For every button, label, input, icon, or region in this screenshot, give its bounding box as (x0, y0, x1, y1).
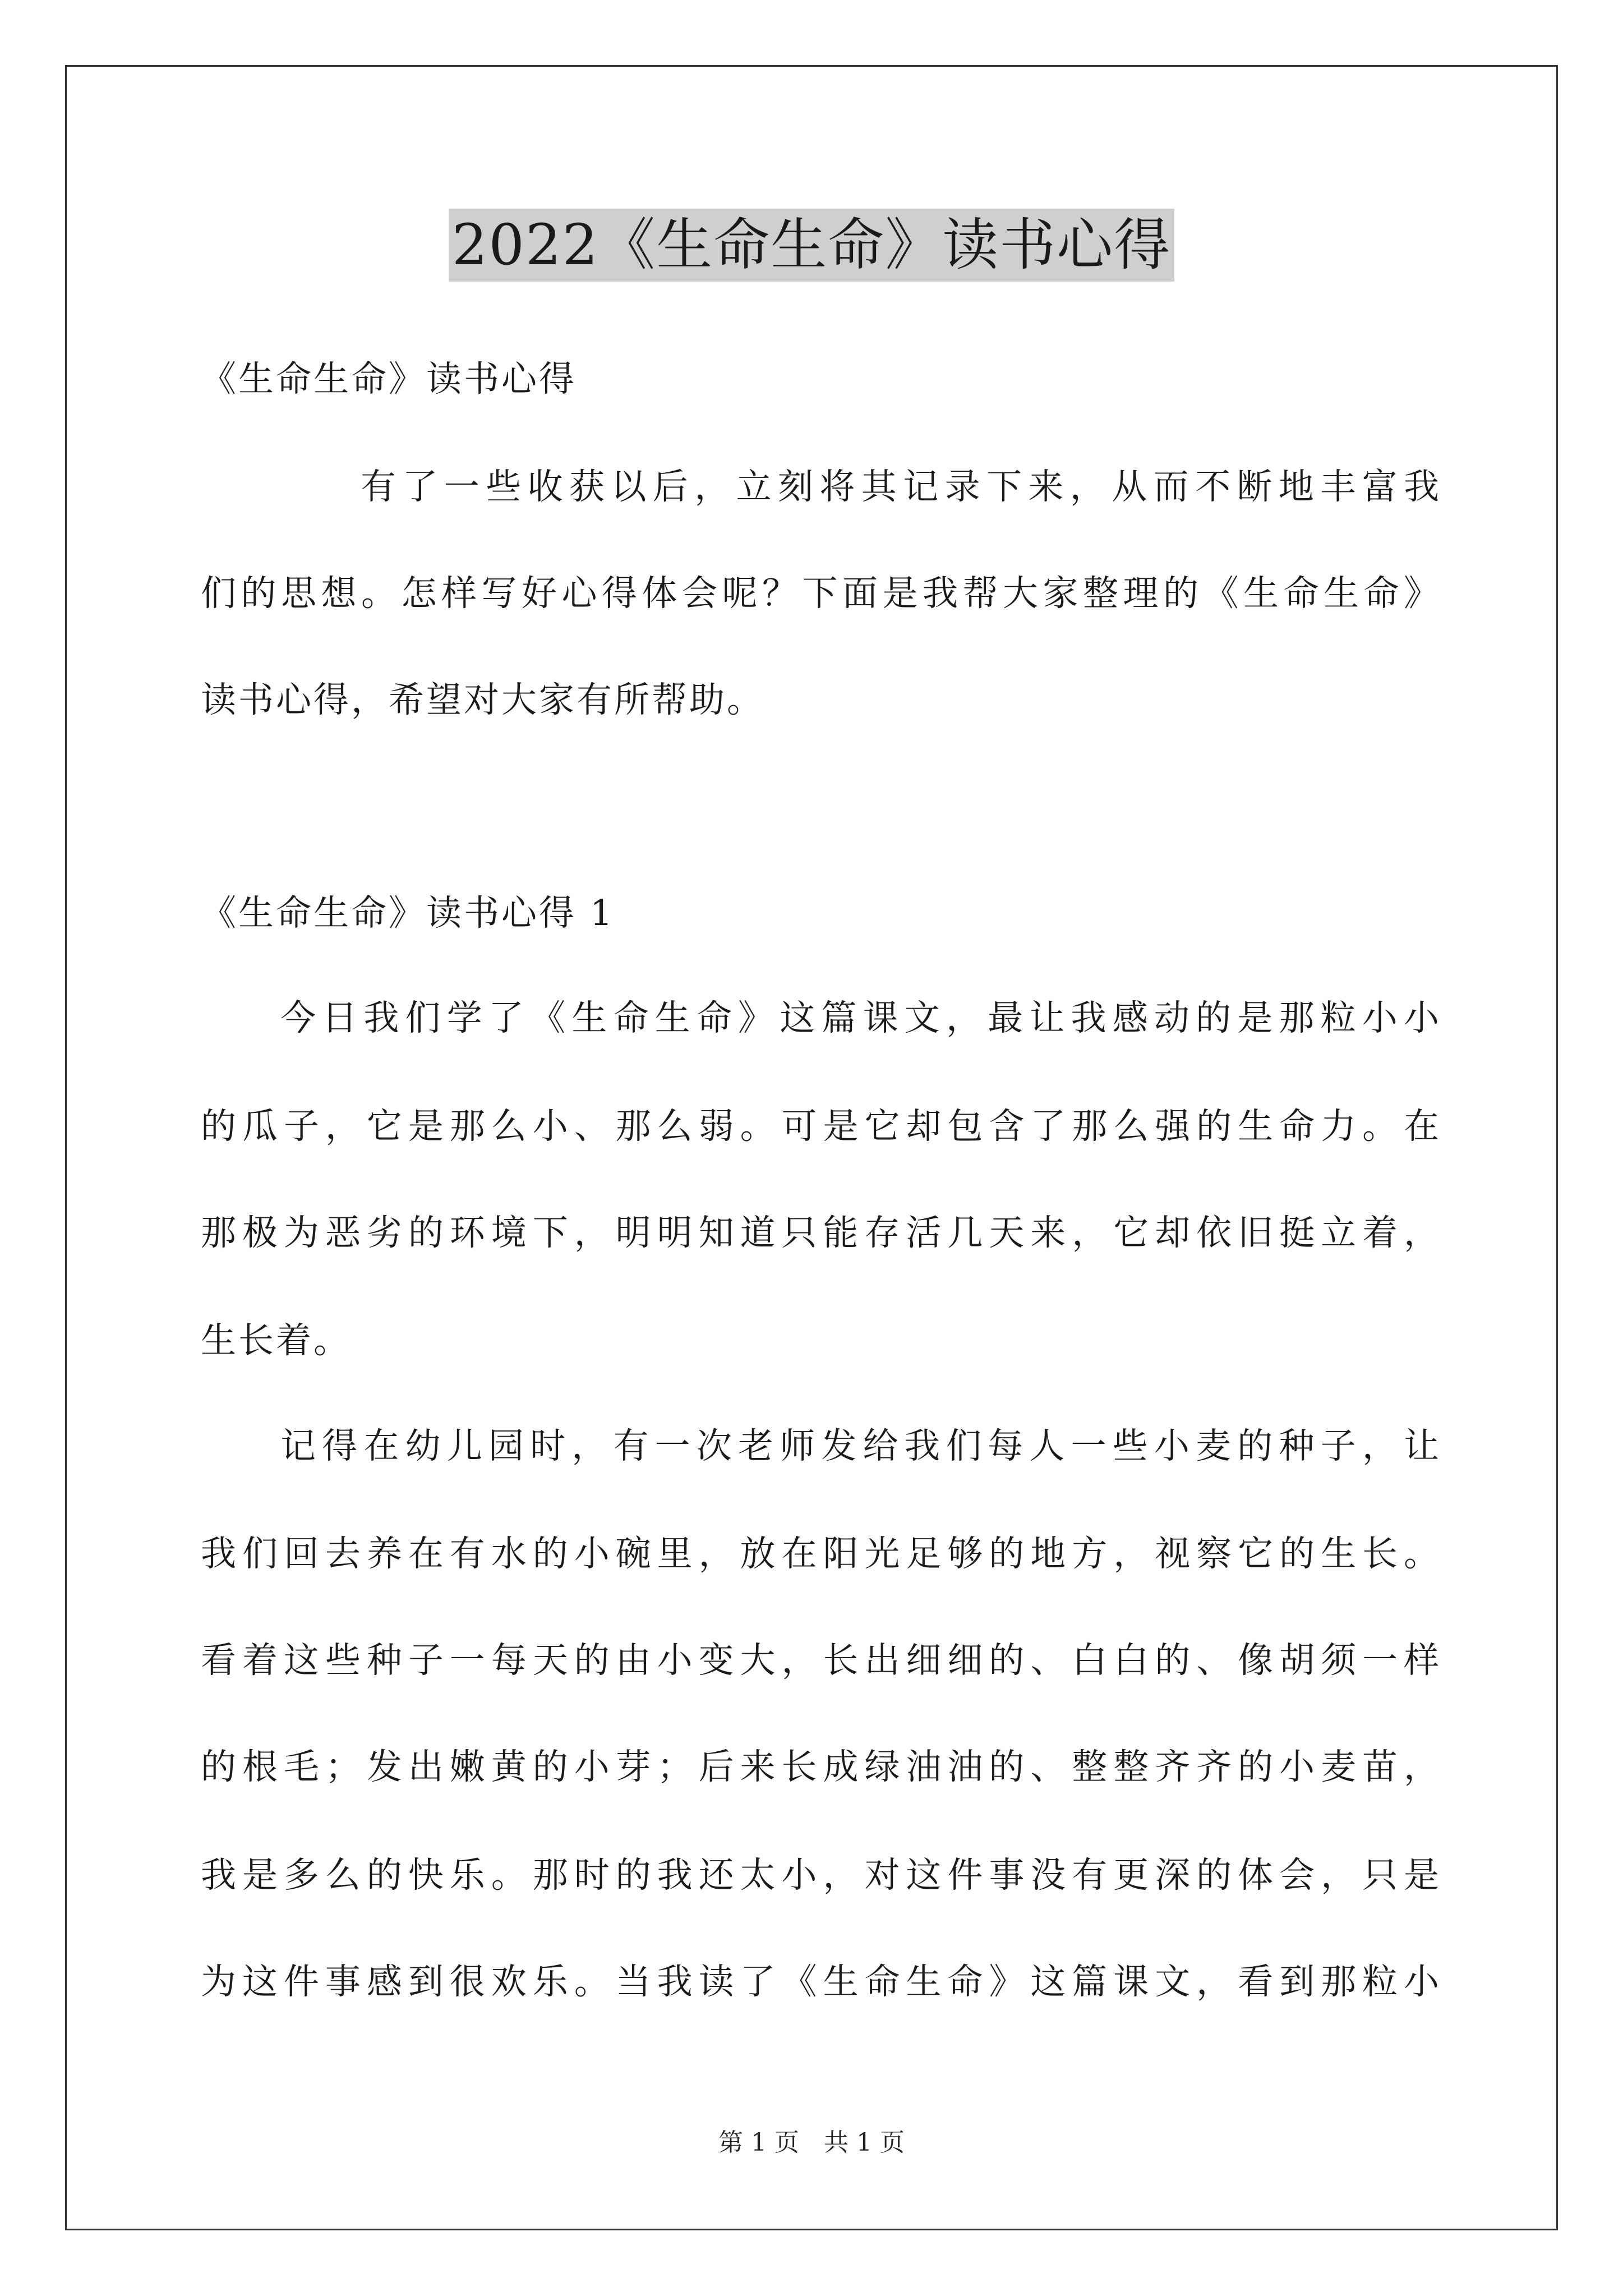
section-heading: 《生命生命》读书心得 1 (201, 892, 615, 933)
para1-line-1: 今日我们学了《生命生命》这篇课文，最让我感动的是那粒小小 (280, 997, 1441, 1038)
page-footer: 第 1 页 共 1 页 (718, 2128, 905, 2157)
para2-line-6: 为这件事感到很欢乐。当我读了《生命生命》这篇课文，看到那粒小 (201, 1961, 1441, 2002)
document-subtitle: 《生命生命》读书心得 (201, 358, 577, 399)
document-title: 2022《生命生命》读书心得 (449, 209, 1175, 282)
title-container (0, 209, 1623, 282)
para2-line-3: 看着这些种子一每天的由小变大，长出细细的、白白的、像胡须一样 (201, 1640, 1441, 1681)
para2-line-5: 我是多么的快乐。那时的我还太小，对这件事没有更深的体会，只是 (201, 1855, 1441, 1895)
intro-line-3: 读书心得，希望对大家有所帮助。 (201, 679, 764, 720)
para2-line-1: 记得在幼儿园时，有一次老师发给我们每人一些小麦的种子，让 (280, 1425, 1441, 1466)
intro-line-1: 有了一些收获以后，立刻将其记录下来，从而不断地丰富我 (361, 466, 1441, 507)
para1-line-3: 那极为恶劣的环境下，明明知道只能存活几天来，它却依旧挺立着， (201, 1212, 1441, 1253)
para2-line-2: 我们回去养在有水的小碗里，放在阳光足够的地方，视察它的生长。 (201, 1533, 1441, 1574)
para1-line-4: 生长着。 (201, 1320, 351, 1361)
intro-line-2: 们的思想。怎样写好心得体会呢？下面是我帮大家整理的《生命生命》 (201, 573, 1441, 614)
para2-line-4: 的根毛；发出嫩黄的小芽；后来长成绿油油的、整整齐齐的小麦苗， (201, 1746, 1441, 1787)
para1-line-2: 的瓜子，它是那么小、那么弱。可是它却包含了那么强的生命力。在 (201, 1106, 1441, 1147)
